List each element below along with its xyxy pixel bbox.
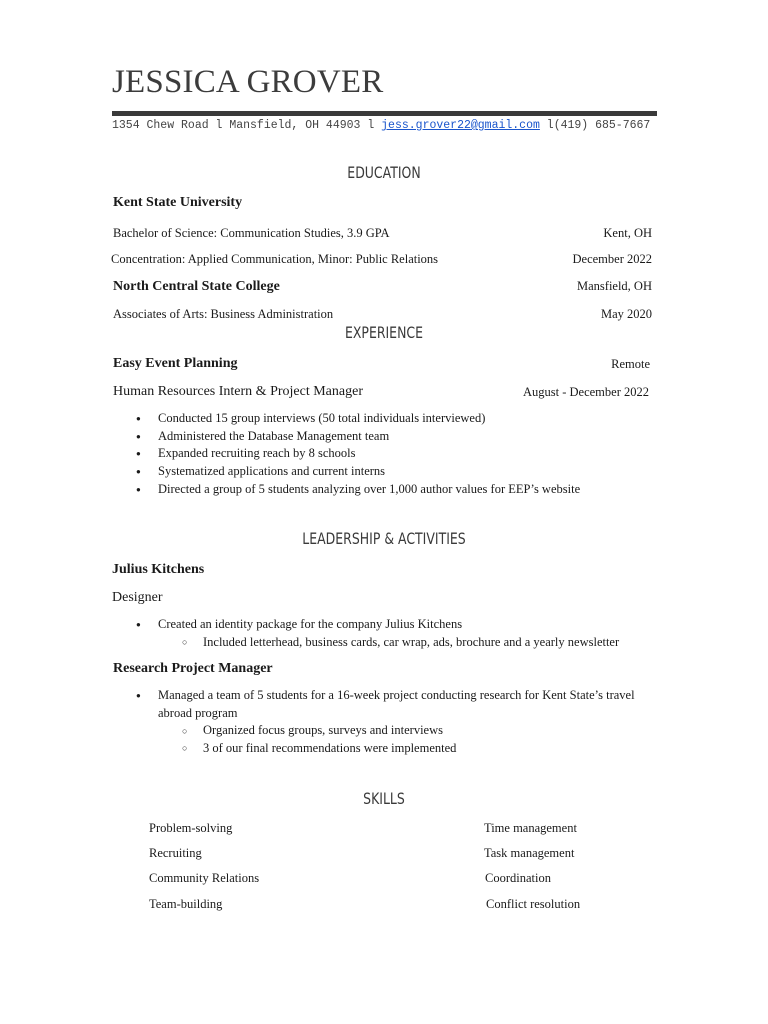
list-item: Managed a team of 5 students for a 16-week project conducting research for Kent State’s travel bbox=[158, 688, 635, 702]
list-item: Created an identity package for the company Julius Kitchens bbox=[158, 617, 463, 631]
location-kent: Kent, OH bbox=[603, 226, 652, 240]
circle-bullet-icon: ○ bbox=[182, 743, 188, 753]
contact-phone: l(419) 685-7667 bbox=[539, 119, 651, 132]
circle-bullet-icon: ○ bbox=[182, 726, 188, 736]
list-item: Conducted 15 group interviews (50 total individuals interviewed) bbox=[158, 411, 486, 425]
bullet-icon: ● bbox=[136, 449, 141, 458]
circle-bullet-icon: ○ bbox=[182, 637, 188, 647]
skill-item: Conflict resolution bbox=[486, 897, 581, 911]
degree-kent-state: Bachelor of Science: Communication Studies, 3.9 GPA bbox=[113, 226, 390, 240]
skill-item: Time management bbox=[484, 821, 577, 835]
list-subitem: 3 of our final recommendations were implemented bbox=[203, 741, 457, 755]
list-item: Directed a group of 5 students analyzing over 1,000 author values for EEP’s website bbox=[158, 482, 581, 496]
experience-dates: August - December 2022 bbox=[522, 385, 649, 399]
bullet-icon: ● bbox=[136, 432, 141, 441]
location-mansfield: Mansfield, OH bbox=[577, 279, 652, 293]
contact-line bbox=[112, 119, 650, 132]
bullet-icon: ● bbox=[136, 691, 141, 700]
concentration-kent-state: Concentration: Applied Communication, Minor: Public Relations bbox=[111, 252, 439, 266]
bullet-icon: ● bbox=[136, 467, 141, 476]
degree-north-central: Associates of Arts: Business Administration bbox=[113, 307, 334, 321]
skill-item: Team-building bbox=[149, 897, 223, 911]
contact-address: 1354 Chew Road l Mansfield, OH 44903 l bbox=[112, 119, 382, 132]
list-subitem: Included letterhead, business cards, car wrap, ads, brochure and a yearly newsletter bbox=[203, 635, 620, 649]
bullet-icon: ● bbox=[136, 620, 141, 629]
date-north-central: May 2020 bbox=[600, 307, 652, 321]
skill-item: Problem-solving bbox=[149, 821, 233, 835]
header-rule bbox=[112, 111, 657, 116]
section-experience: EXPERIENCE bbox=[344, 323, 424, 342]
role-designer: Designer bbox=[112, 590, 163, 605]
bullet-icon: ● bbox=[136, 485, 141, 494]
org-research-project-manager: Research Project Manager bbox=[113, 661, 273, 676]
section-leadership: LEADERSHIP & ACTIVITIES bbox=[302, 529, 466, 548]
list-subitem: Organized focus groups, surveys and interviews bbox=[203, 723, 443, 737]
skill-item: Task management bbox=[484, 846, 575, 860]
org-julius-kitchens: Julius Kitchens bbox=[112, 562, 205, 577]
date-kent-state: December 2022 bbox=[572, 252, 652, 266]
experience-location: Remote bbox=[611, 357, 650, 371]
list-item-continued: abroad program bbox=[158, 706, 238, 720]
list-item: Systematized applications and current interns bbox=[158, 464, 386, 478]
email-link[interactable]: jess.grover22@gmail.com bbox=[381, 119, 540, 132]
school-north-central: North Central State College bbox=[113, 279, 280, 294]
skill-item: Coordination bbox=[485, 871, 551, 885]
company-easy-event-planning: Easy Event Planning bbox=[113, 356, 238, 371]
section-skills: SKILLS bbox=[363, 789, 405, 808]
resume-name: JESSICA GROVER bbox=[112, 64, 384, 100]
skill-item: Recruiting bbox=[149, 846, 202, 860]
bullet-icon: ● bbox=[136, 414, 141, 423]
skill-item: Community Relations bbox=[149, 871, 260, 885]
school-kent-state: Kent State University bbox=[113, 195, 243, 210]
section-education: EDUCATION bbox=[347, 163, 421, 182]
list-item: Expanded recruiting reach by 8 schools bbox=[158, 446, 356, 460]
list-item: Administered the Database Management team bbox=[158, 429, 390, 443]
experience-role: Human Resources Intern & Project Manager bbox=[113, 384, 363, 399]
